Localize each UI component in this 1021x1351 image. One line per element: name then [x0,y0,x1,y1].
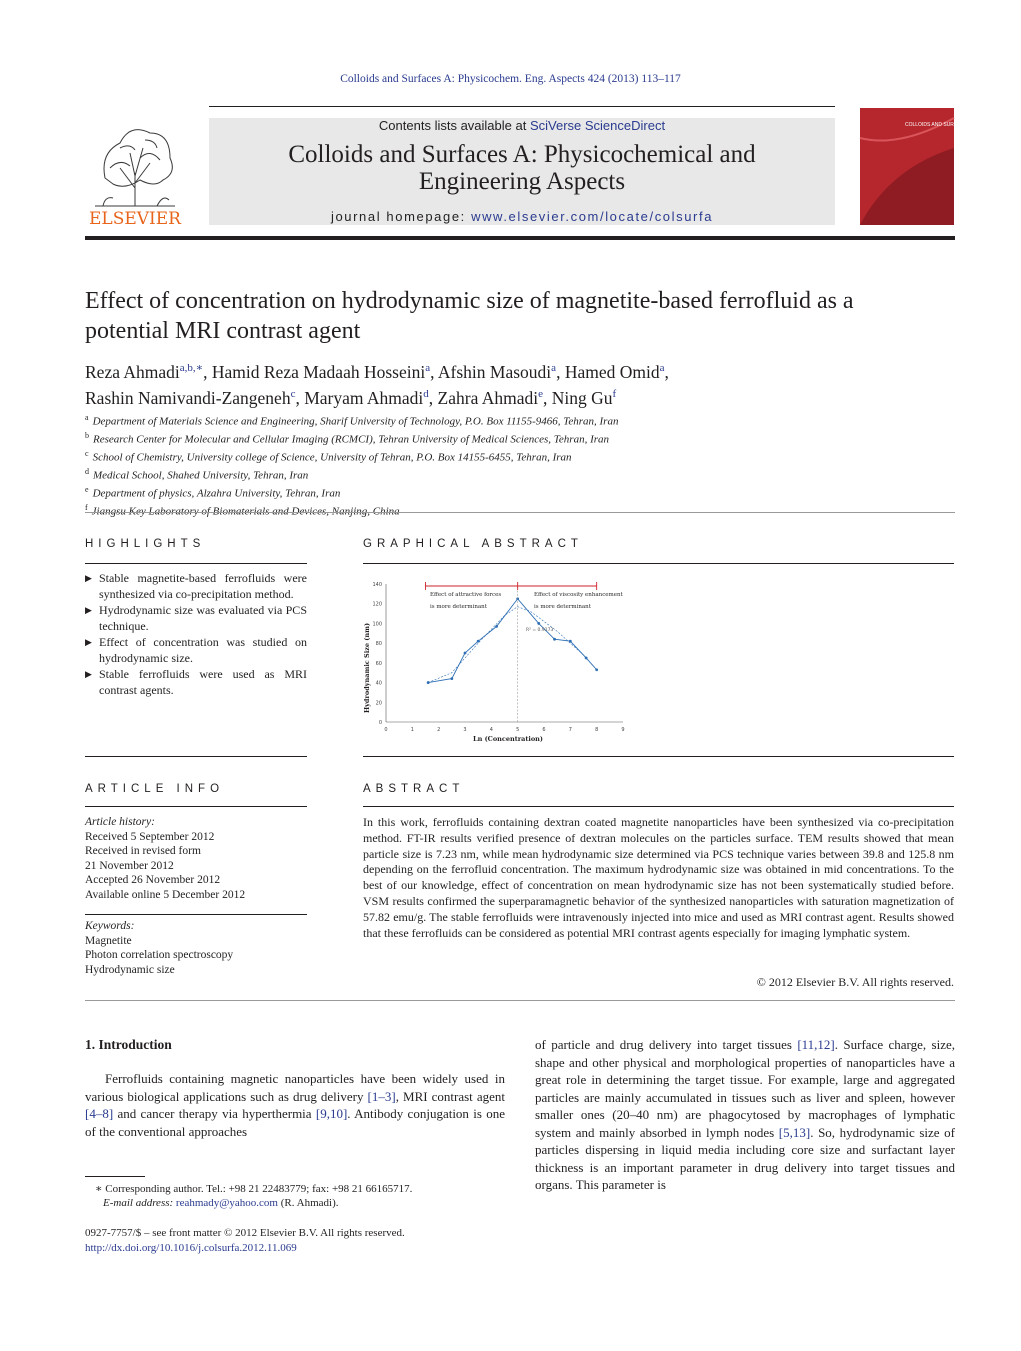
affiliation-text: Research Center for Molecular and Cellular Imaging (RCMCI), Tehran University of Medical Sciences, Tehran, Iran [93,433,610,446]
y-tick-label: 140 [372,582,382,588]
affiliation-list [85,411,955,519]
sciencedirect-link[interactable]: SciVerse ScienceDirect [529,118,666,133]
highlight-text: Effect of concentration was studied on hydrodynamic size. [99,635,307,665]
author-name: Ning Gu [551,387,613,408]
bullet-triangle-icon: ▶ [85,669,92,679]
x-tick-label: 0 [384,727,388,733]
author-list: Reza Ahmadi$^{a,b,∗}$, Hamid Reza Madaah Hosseini$^a$, Afshin Masoudi$^a$, Hamed Omid$^a$, Rashin Namivandi-Zangeneh$^c$, Maryam Ahmadi$^d$, Zahra Ahmadi$^e$, Ning Gu$^f$ [85,361,669,408]
affiliation [85,411,955,429]
author [565,362,665,382]
keywords-block [85,919,307,977]
affiliation-text: Department of Materials Science and Engineering, Sharif University of Technology, P.O. Box 11155-9466, Tehran, Iran [92,415,619,428]
annotation-left-line2: is more determinant [430,604,487,610]
body-text: . Antibody conjugation is one of the conventional approaches [85,1106,505,1139]
y-tick-label: 120 [372,601,382,608]
x-axis-label: Ln (Concentration) [473,735,543,743]
graphical-abstract-heading: GRAPHICAL ABSTRACT [363,538,583,550]
body-column-left [85,1070,505,1140]
article-history [85,815,307,902]
affiliation-text: Department of physics, Alzahra University, Tehran, Iran [92,487,341,500]
author-affiliation-marker[interactable]: a [551,362,557,374]
copyright-line: © 2012 Elsevier B.V. All rights reserved. [756,975,954,989]
measured-point [537,622,540,625]
body-text: . Surface charge, size, shape and other physical and morphological properties of nanoparticles have a great role in determining the target tissue. For example, large and aggregated particles are mainly accumulated in tissues such as liver and spleen, however smaller ones (20–40 nm) are phagocytosed by macrophages of lymphatic system and mainly absorbed in lymph nodes [535,1037,955,1140]
abstract-rule [363,806,954,807]
affiliation-text: School of Chemistry, University college of Science, University of Tehran, P.O. Box 14155-6455, Tehran, Iran [92,451,572,464]
y-axis-label: Hydrodynamic Size (nm) [363,622,371,714]
journal-title-line2: Engineering Aspects [418,168,626,195]
issn-line: 0927-7757/$ – see front matter © 2012 Elsevier B.V. All rights reserved. [85,1227,405,1239]
issn-block [85,1226,505,1255]
footnote-rule [85,1176,145,1177]
measured-point [464,652,467,655]
author [212,362,430,382]
homepage-line [209,209,835,224]
x-tick-label: 3 [463,727,467,733]
author-name: Rashin Namivandi-Zangeneh [85,387,291,408]
affiliation-marker: e [85,484,89,494]
author-name: Hamed Omid [564,361,660,382]
keyword: Hydrodynamic size [85,963,175,976]
author [552,388,616,408]
email-suffix: (R. Ahmadi). [278,1197,339,1209]
author [304,388,429,408]
measured-point [553,638,556,641]
author-name: Maryam Ahmadi [304,387,424,408]
author-affiliation-marker[interactable]: a [659,362,665,374]
highlight-item [85,666,307,698]
affiliation [85,483,955,501]
cover-title: COLLOIDS AND SURFACES A [905,122,975,128]
body-column-right [535,1036,955,1194]
title-line1: Effect of concentration on hydrodynamic size of magnetite-based ferrofluid as a [85,288,854,314]
affiliation [85,501,955,519]
keywords-label: Keywords: [85,920,135,932]
y-tick-label: 0 [378,720,382,726]
history-entry: Accepted 26 November 2012 [85,874,221,886]
affiliation-marker: b [85,430,89,440]
footnote-corr: ∗ Corresponding author. Tel.: +98 21 22483779; fax: +98 21 66165717. [95,1183,413,1195]
graphical-abstract-chart [358,576,638,746]
x-tick-label: 7 [568,727,572,733]
keyword: Photon correlation spectroscopy [85,949,234,961]
contents-prefix: Contents lists available at [378,118,530,133]
highlights-list [85,570,307,698]
affiliation [85,447,955,465]
highlight-text: Stable ferrofluids were used as MRI contrast agents. [99,667,307,697]
highlight-text: Hydrodynamic size was evaluated via PCS technique. [99,603,307,633]
affiliation-marker: a [85,413,89,422]
chart-svg [358,576,638,746]
email-label: E-mail address: [103,1197,176,1209]
affiliation-text: Medical School, Shahed University, Tehran, Iran [93,469,309,482]
author-affiliation-marker[interactable]: a,b,∗ [179,362,204,374]
author-name: Afshin Masoudi [437,361,552,382]
x-tick-label: 6 [542,727,546,733]
x-tick-label: 4 [489,727,493,733]
elsevier-logo [85,118,185,228]
citation-link[interactable]: [11,12] [797,1037,835,1052]
highlights-heading: HIGHLIGHTS [85,538,206,550]
header-rule [209,106,835,107]
article-info-rule [85,806,307,807]
corresponding-author-footnote [85,1182,505,1210]
contents-line [209,118,835,133]
highlight-item [85,602,307,634]
author [438,362,556,382]
body-text: . So, hydrodynamic size of particles dispersing in liquid media including core size and surfactant layer thickness is an important parameter in drug delivery into target tissues and organs. This parameter is [535,1124,955,1192]
citation-link[interactable]: [5,13] [778,1124,811,1140]
history-entry: Received 5 September 2012 [85,830,215,843]
thick-rule [85,236,955,240]
body-rule [85,1000,955,1001]
author-affiliation-marker[interactable]: e [538,387,544,400]
annotation-right-line1: Effect of viscosity enhancement [534,592,623,598]
graphical-abstract-rule [363,563,954,564]
highlights-rule [85,563,307,564]
author-affiliation-marker[interactable]: d [423,387,429,400]
journal-title [209,141,835,195]
body-text: Ferrofluids containing magnetic nanoparticles have been widely used in various biological applications such as drug delivery [85,1071,505,1104]
bullet-triangle-icon: ▶ [85,605,92,615]
r-squared-label: R² = 0.9173 [526,628,554,633]
title-line2: potential MRI contrast agent [85,318,361,344]
author-name: Zahra Ahmadi [437,387,539,408]
journal-cover [860,108,975,225]
history-entry: Received in revised form [85,845,201,857]
author [438,388,543,408]
author [85,362,203,382]
section-heading-introduction: 1. Introduction [85,1037,172,1052]
affiliation-marker: d [85,466,89,476]
x-tick-label: 8 [595,727,599,733]
x-tick-label: 2 [437,727,441,733]
elsevier-wordmark: ELSEVIER [89,209,181,229]
annotation-right-line2: is more determinant [534,604,591,610]
body-text: and cancer therapy via hyperthermia [113,1106,316,1121]
bullet-triangle-icon: ▶ [85,637,92,647]
homepage-link[interactable]: www.elsevier.com/locate/colsurfa [471,209,714,224]
history-entry: Available online 5 December 2012 [85,888,246,901]
affiliation-marker: f [85,502,88,512]
fit-series-line [428,607,597,683]
bullet-triangle-icon: ▶ [85,573,92,583]
journal-reference[interactable]: Colloids and Surfaces A: Physicochem. Eng. Aspects 424 (2013) 113–117 [340,73,681,85]
article-info-top-rule [85,756,307,757]
citation-link[interactable]: [1–3] [367,1088,396,1104]
x-tick-label: 5 [516,727,520,733]
measured-point [495,625,498,628]
keywords-rule [85,914,307,915]
body-text: of particle and drug delivery into target tissues [535,1037,798,1052]
measured-point [450,677,453,680]
history-entry: 21 November 2012 [85,859,174,872]
y-tick-label: 80 [375,641,382,648]
y-tick-label: 60 [375,660,382,667]
doi-link[interactable]: http://dx.doi.org/10.1016/j.colsurfa.2012.11.069 [85,1241,297,1254]
article-info-heading: ARTICLE INFO [85,783,225,795]
abstract-text: In this work, ferrofluids containing dextran coated magnetite nanoparticles have been synthesized via co-precipitation method. FT-IR results verified presence of dextran molecules on the particles surface. TEM results showed that mean particle size is 7.23 nm, while mean hydrodynamic size determined via PCS technique varies between 39.8 and 125.8 nm depending on the ferrofluid concentration. The maximum hydrodynamic size was obtained in mid concentrations. To the best of our knowledge, effect of concentration on mean hydrodynamic size has not been systematically studied before. VSM results confirmed the superparamagnetic behavior of the synthesized nanoparticles with saturation magnetization of 57.82 emu/g. The stable ferrofluids were intravenously injected into mice and used as MRI contrast agent. Results showed that these ferrofluids can be considered as potential MRI contrast agents especially for imaging lymphatic system. [363,815,954,940]
body-text: , MRI contrast agent [395,1088,505,1104]
y-tick-label: 20 [375,700,382,707]
author-name: Reza Ahmadi [85,361,180,382]
y-tick-label: 40 [375,680,382,687]
citation-link[interactable]: [9,10] [315,1106,348,1121]
journal-title-line1: Colloids and Surfaces A: Physicochemical and [288,141,756,168]
affiliation [85,465,955,483]
affiliation [85,429,955,447]
homepage-prefix: journal homepage: [330,209,472,224]
section-rule [85,512,955,513]
citation-link[interactable]: [4–8] [85,1106,114,1121]
author-name: Hamid Reza Madaah Hosseini [211,361,426,382]
highlight-item [85,634,307,666]
article-title [85,286,955,346]
highlight-text: Stable magnetite-based ferrofluids were synthesized via co-precipitation method. [99,571,307,601]
y-tick-label: 100 [372,621,382,628]
keyword: Magnetite [85,934,132,947]
author-affiliation-marker[interactable]: a [425,362,431,374]
highlight-item [85,570,307,602]
author-affiliation-marker[interactable]: c [290,387,296,400]
x-tick-label: 1 [410,727,414,733]
x-tick-label: 9 [621,727,625,733]
abstract-top-rule [363,756,954,757]
annotation-left-line1: Effect of attractive forces [430,592,502,598]
author [85,388,295,408]
history-label: Article history: [85,816,155,828]
affiliation-marker: c [85,448,89,458]
author-affiliation-marker[interactable]: f [612,387,617,400]
email-link[interactable]: reahmady@yahoo.com [175,1197,278,1209]
abstract-heading: ABSTRACT [363,783,465,795]
